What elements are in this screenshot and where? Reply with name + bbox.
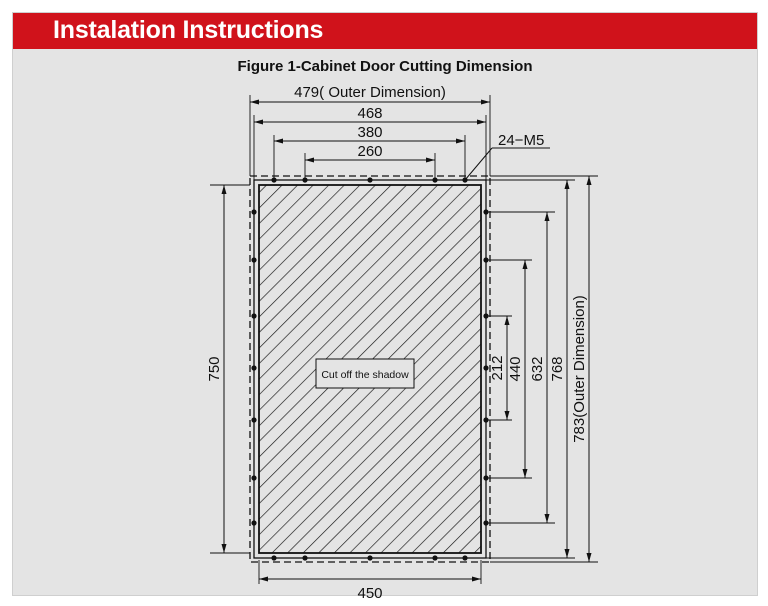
figure-title: Figure 1-Cabinet Door Cutting Dimension xyxy=(237,58,533,75)
dim-450: 450 xyxy=(357,585,383,602)
hole xyxy=(367,177,372,182)
dim-468: 468 xyxy=(357,105,383,122)
hole xyxy=(271,177,276,182)
hole xyxy=(251,475,256,480)
dim-440: 440 xyxy=(507,356,524,382)
hole xyxy=(483,365,488,370)
hole xyxy=(432,177,437,182)
dim-outer-width: 479( Outer Dimension) xyxy=(294,84,446,101)
hole xyxy=(251,365,256,370)
screw-leader xyxy=(465,148,550,180)
banner-title: Instalation Instructions xyxy=(53,16,324,44)
hole xyxy=(251,417,256,422)
dim-750: 750 xyxy=(206,356,223,382)
dim-212: 212 xyxy=(489,355,506,381)
hole xyxy=(271,555,276,560)
hole xyxy=(251,209,256,214)
hole xyxy=(251,313,256,318)
hole xyxy=(302,555,307,560)
hole xyxy=(462,555,467,560)
screw-spec-label: 24−M5 xyxy=(498,132,545,149)
hole xyxy=(302,177,307,182)
hole xyxy=(432,555,437,560)
dim-632: 632 xyxy=(529,356,546,382)
hole xyxy=(251,257,256,262)
dim-outer-height: 783(Outer Dimension) xyxy=(571,295,588,443)
dim-260: 260 xyxy=(357,143,383,160)
dim-380: 380 xyxy=(357,124,383,141)
hole xyxy=(367,555,372,560)
dim-768: 768 xyxy=(549,356,566,382)
hole xyxy=(251,520,256,525)
cut-label: Cut off the shadow xyxy=(321,369,409,381)
